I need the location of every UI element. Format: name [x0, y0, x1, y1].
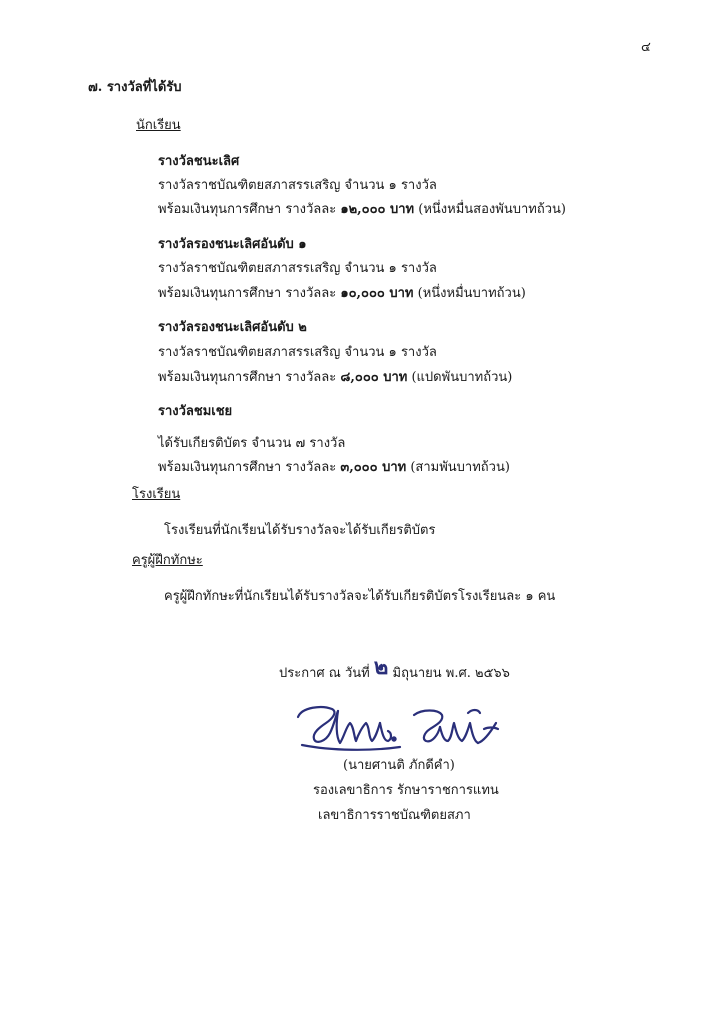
signatory-position-1: รองเลขาธิการ รักษาราชการแทน — [313, 783, 499, 798]
announcement-day: ๒ — [373, 655, 389, 680]
schools-heading: โรงเรียน — [132, 487, 181, 502]
award-money-line — [158, 198, 566, 219]
award-money-line — [158, 366, 512, 387]
award-title: รางวัลรองชนะเลิศอันดับ ๑ — [158, 237, 307, 252]
award-money-line — [158, 456, 510, 477]
award-title: รางวัลชมเชย — [158, 404, 233, 419]
award-money-prefix: พร้อมเงินทุนการศึกษา รางวัลละ — [158, 202, 341, 217]
page-number: ๔ — [641, 40, 651, 55]
teachers-text: ครูผู้ฝึกทักษะที่นักเรียนได้รับรางวัลจะได้รับเกียรติบัตรโรงเรียนละ ๑ คน — [164, 589, 556, 604]
award-line: รางวัลราชบัณฑิตยสภาสรรเสริญ จำนวน ๑ รางวัล — [158, 261, 437, 276]
award-money-amount: ๓,๐๐๐ บาท — [340, 460, 407, 475]
students-heading: นักเรียน — [136, 118, 181, 133]
section-title: ๗. รางวัลที่ได้รับ — [88, 80, 182, 95]
award-line: รางวัลราชบัณฑิตยสภาสรรเสริญ จำนวน ๑ รางวัล — [158, 345, 437, 360]
award-title: รางวัลรองชนะเลิศอันดับ ๒ — [158, 320, 307, 335]
announcement-suffix: มิถุนายน พ.ศ. ๒๕๖๖ — [392, 666, 510, 681]
award-money-suffix: (หนึ่งหมื่นสองพันบาทถ้วน) — [414, 202, 566, 217]
signatory-position-2: เลขาธิการราชบัณฑิตยสภา — [318, 808, 471, 823]
award-line: ได้รับเกียรติบัตร จำนวน ๗ รางวัล — [158, 436, 346, 451]
award-money-line — [158, 282, 526, 303]
schools-text: โรงเรียนที่นักเรียนได้รับรางวัลจะได้รับเกียรติบัตร — [164, 523, 436, 538]
award-money-amount: ๑๐,๐๐๐ บาท — [340, 286, 414, 301]
award-title: รางวัลชนะเลิศ — [158, 154, 240, 169]
announcement-line — [279, 652, 510, 687]
announcement-prefix: ประกาศ ณ วันที่ — [279, 666, 370, 681]
award-money-prefix: พร้อมเงินทุนการศึกษา รางวัลละ — [158, 370, 341, 385]
signatory-name: (นายศานติ ภักดีคำ) — [343, 758, 455, 773]
award-money-suffix: (หนึ่งหมื่นบาทถ้วน) — [413, 286, 526, 301]
award-money-amount: ๘,๐๐๐ บาท — [340, 370, 408, 385]
award-money-amount: ๑๒,๐๐๐ บาท — [340, 202, 415, 217]
award-money-prefix: พร้อมเงินทุนการศึกษา รางวัลละ — [158, 286, 341, 301]
award-money-suffix: (แปดพันบาทถ้วน) — [407, 370, 513, 385]
signature-image — [292, 693, 504, 755]
teachers-heading: ครูผู้ฝึกทักษะ — [132, 553, 203, 568]
award-money-prefix: พร้อมเงินทุนการศึกษา รางวัลละ — [158, 460, 341, 475]
award-money-suffix: (สามพันบาทถ้วน) — [406, 460, 510, 475]
award-line: รางวัลราชบัณฑิตยสภาสรรเสริญ จำนวน ๑ รางวัล — [158, 178, 437, 193]
